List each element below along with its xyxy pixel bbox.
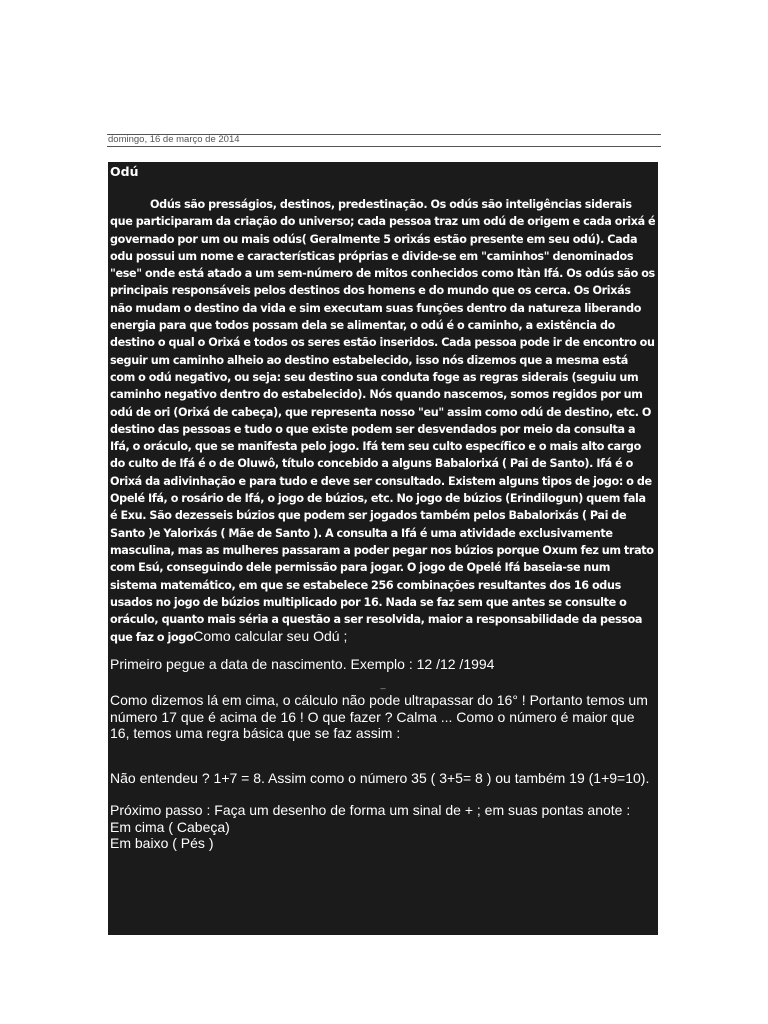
- step-birthdate: Primeiro pegue a data de nascimento. Exemplo : 12 /12 /1994: [110, 655, 495, 672]
- post-date: domingo, 16 de março de 2014: [108, 134, 240, 145]
- intro-text: Odús são presságios, destinos, predestinação. Os odús são inteligências siderais que participaram da criação do universo; cada pessoa traz um odú de origem e cada orixá é governado por um ou mais odús( Geralmente 5 orixás estão presente em seu odú). Cada odu possui um nome e características próprias e divide-se em "caminhos" denominados "ese" onde está atado a um sem-número de mitos conhecidos como Itàn Ifá. Os odús são os principais responsáveis pelos destinos dos homens e do mundo que os cerca. Os Orixás não mudam o destino da vida e sim executam suas funções dentro da natureza liberando energia para que todos possam dela se alimentar, o odú é o caminho, a existência do destino o qual o Orixá e todos os seres estão inseridos. Cada pessoa pode ir de encontro ou seguir um caminho alheio ao destino estabelecido, isso nós dizemos que a mesma está com o odú negativo, ou seja: seu destino sua conduta foge as regras siderais (seguiu um caminho negativo dentro do estabelecido). Nós quando nascemos, somos regidos por um odú de ori (Orixá de cabeça), que representa nosso "eu" assim como odú de destino, etc. O destino das pessoas e tudo o que existe podem ser desvendados por meio da consulta a Ifá, o oráculo, que se manifesta pelo jogo. Ifá tem seu culto específico e o mais alto cargo do culto de Ifá é o de Oluwô, título concebido a alguns Babalorixá ( Pai de Santo). Ifá é o Orixá da adivinhação e para tudo e deve ser consultado. Existem alguns tipos de jogo: o de Opelé Ifá, o rosário de Ifá, o jogo de búzios, etc. No jogo de búzios (Erindilogun) quem fala é Exu. São dezesseis búzios que podem ser jogados também pelos Babalorixás ( Pai de Santo )e Yalorixás ( Mãe de Santo ). A consulta a Ifá é uma atividade exclusivamente masculina, mas as mulheres passaram a poder pegar nos búzios porque Oxum fez um trato com Esú, conseguindo dele permissão para jogar. O jogo de Opelé Ifá baseia-se num sistema matemático, em que se estabelece 256 combinações resultantes dos 16 odus usados no jogo de búzios multiplicado por 16. Nada se faz sem que antes se consulte o oráculo, quanto mais séria a questão a ser resolvida, maior a responsabilidade da pessoa que faz o jogo: [110, 198, 656, 645]
- section-heading-inline: Como calcular seu Odú ;: [193, 628, 348, 645]
- step-cross-line2: Em cima ( Cabeça): [110, 818, 230, 835]
- post-title: Odú: [110, 164, 139, 179]
- image-placeholder-dash: _: [380, 679, 386, 690]
- step-cross-line1: Próximo passo : Faça um desenho de forma um sinal de + ; em suas pontas anote :: [110, 802, 631, 819]
- step-cross-drawing: [110, 802, 656, 852]
- step-calculation-rule: Como dizemos lá em cima, o cálculo não pode ultrapassar do 16° ! Portanto temos um número 17 que é acima de 16 ! O que fazer ? Calma ... Como o número é maior que 16, temos uma regra básica que se faz assim :: [110, 692, 648, 742]
- step-example: Não entendeu ? 1+7 = 8. Assim como o número 35 ( 3+5= 8 ) ou também 19 (1+9=10).: [110, 769, 650, 786]
- step-cross-line3: Em baixo ( Pés ): [110, 835, 214, 852]
- post-body: [108, 162, 658, 935]
- intro-paragraph: [110, 196, 656, 647]
